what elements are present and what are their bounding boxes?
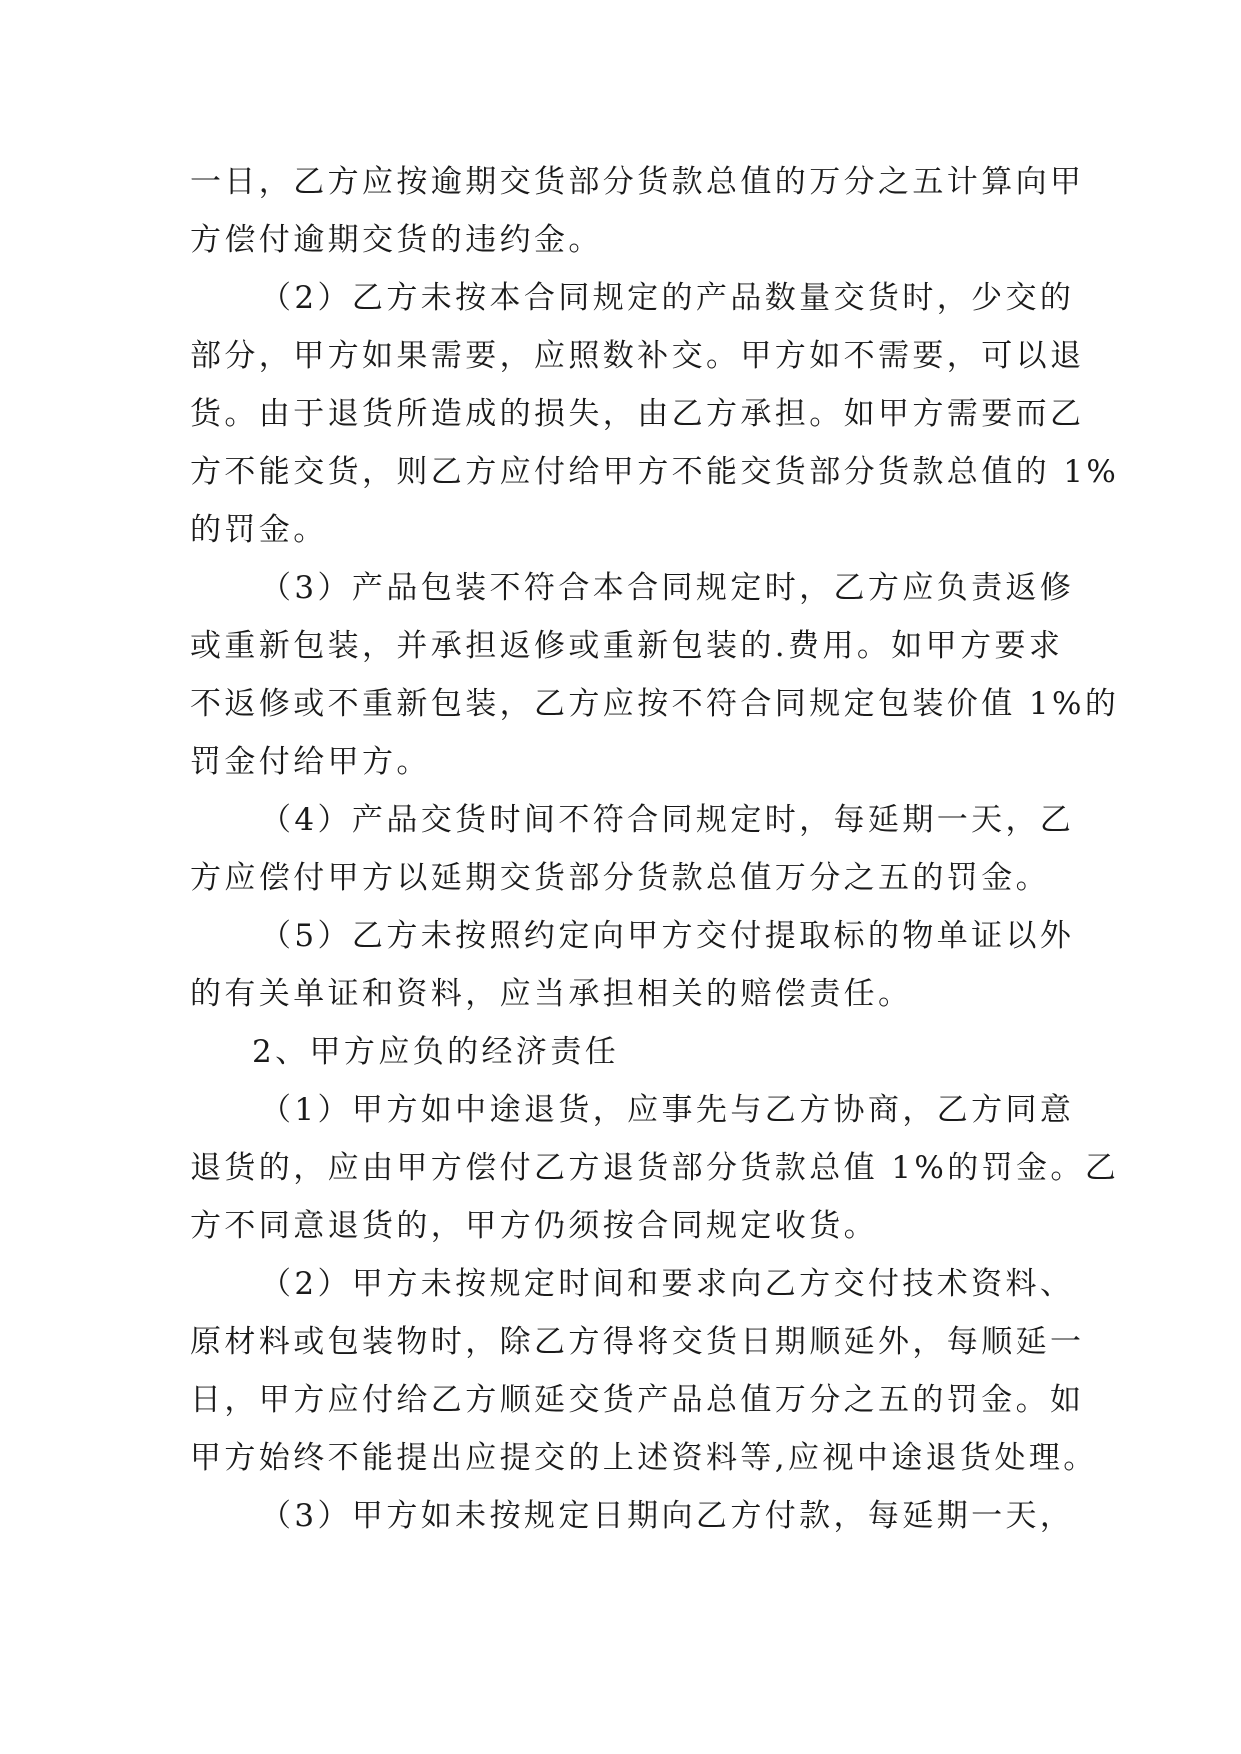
text-line: 方偿付逾期交货的违约金。: [190, 222, 603, 258]
section-heading: 2、甲方应负的经济责任: [252, 1034, 620, 1070]
text-line: 罚金付给甲方。: [190, 744, 431, 780]
text-line: 的罚金。: [190, 512, 328, 548]
text-line: （1）甲方如中途退货，应事先与乙方协商，乙方同意: [260, 1092, 1075, 1128]
text-line: 方应偿付甲方以延期交货部分货款总值万分之五的罚金。: [190, 860, 1050, 896]
text-line: 甲方始终不能提出应提交的上述资料等,应视中途退货处理。: [190, 1440, 1098, 1476]
text-line: （2）甲方未按规定时间和要求向乙方交付技术资料、: [260, 1266, 1075, 1302]
text-line: 一日，乙方应按逾期交货部分货款总值的万分之五计算向甲: [190, 164, 1085, 200]
text-line: 方不能交货，则乙方应付给甲方不能交货部分货款总值的 1%: [190, 454, 1120, 490]
text-line: （3）产品包装不符合本合同规定时，乙方应负责返修: [260, 570, 1075, 606]
text-line: 日，甲方应付给乙方顺延交货产品总值万分之五的罚金。如: [190, 1382, 1085, 1418]
text-line: 部分，甲方如果需要，应照数补交。甲方如不需要，可以退: [190, 338, 1085, 374]
document-body: [190, 153, 1120, 1545]
text-line: 退货的，应由甲方偿付乙方退货部分货款总值 1%的罚金。乙: [190, 1150, 1120, 1186]
text-line: 货。由于退货所造成的损失，由乙方承担。如甲方需要而乙: [190, 396, 1085, 432]
text-line: 原材料或包装物时，除乙方得将交货日期顺延外，每顺延一: [190, 1324, 1085, 1360]
text-line: 方不同意退货的，甲方仍须按合同规定收货。: [190, 1208, 878, 1244]
text-line: （3）甲方如未按规定日期向乙方付款，每延期一天，: [260, 1498, 1075, 1534]
text-line: 的有关单证和资料，应当承担相关的赔偿责任。: [190, 976, 913, 1012]
text-line: （2）乙方未按本合同规定的产品数量交货时，少交的: [260, 280, 1075, 316]
text-line: 不返修或不重新包装，乙方应按不符合同规定包装价值 1%的: [190, 686, 1120, 722]
text-line: （5）乙方未按照约定向甲方交付提取标的物单证以外: [260, 918, 1075, 954]
text-line: 或重新包装，并承担返修或重新包装的.费用。如甲方要求: [190, 628, 1064, 664]
text-line: （4）产品交货时间不符合同规定时，每延期一天，乙: [260, 802, 1075, 838]
